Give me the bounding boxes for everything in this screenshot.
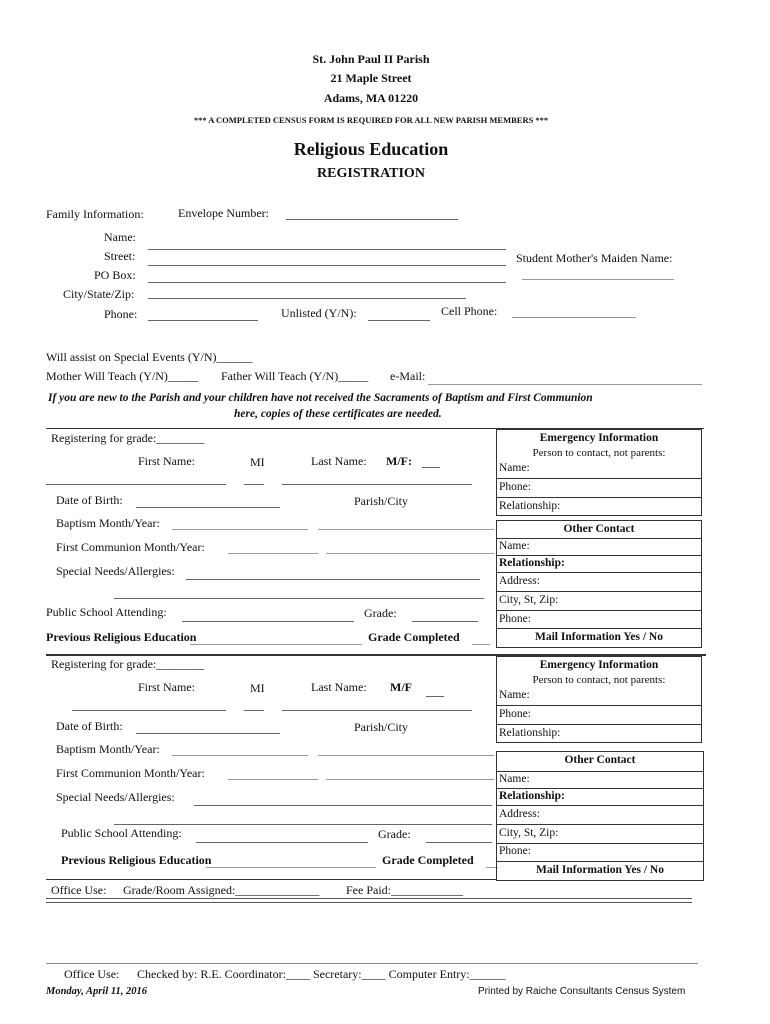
family-name-field[interactable] <box>148 249 506 250</box>
student1-dob-field[interactable] <box>136 507 280 508</box>
student2-first-name-field[interactable] <box>72 710 226 711</box>
student1-mi-label: MI <box>250 455 265 469</box>
student1-communion-parish-field[interactable] <box>326 553 494 554</box>
student1-special-needs-field-2[interactable] <box>114 598 484 599</box>
student1-grade-field[interactable] <box>412 621 478 622</box>
student2-first-name-label: First Name: <box>138 680 195 694</box>
student2-emergency-title: Emergency Information <box>539 659 659 671</box>
student2-emergency-box <box>496 656 702 743</box>
student1-mail-info[interactable]: Mail Information Yes / No <box>535 631 663 643</box>
student1-emergency-sub: Person to contact, not parents: <box>532 447 666 459</box>
student1-grade-completed-label: Grade Completed <box>368 630 460 644</box>
student1-baptism-parish-field[interactable] <box>318 529 494 530</box>
student1-first-name-field[interactable] <box>46 484 226 485</box>
family-name-label: Name: <box>104 230 136 244</box>
student2-oc-city[interactable]: City, St, Zip: <box>497 825 703 844</box>
street-label: Street: <box>104 249 136 263</box>
student2-baptism-label: Baptism Month/Year: <box>56 742 160 756</box>
student1-grade-completed-field[interactable] <box>472 644 490 645</box>
special-events-label: Will assist on Special Events (Y/N)______ <box>46 350 253 364</box>
student2-emergency-relationship[interactable]: Relationship: <box>499 727 561 739</box>
student1-emergency-relationship[interactable]: Relationship: <box>499 500 561 512</box>
student2-dob-field[interactable] <box>136 733 280 734</box>
form-subtitle: REGISTRATION <box>317 166 425 181</box>
student2-grade-field[interactable] <box>426 842 492 843</box>
student1-emergency-title: Emergency Information <box>539 432 659 444</box>
student2-emergency-sub: Person to contact, not parents: <box>532 674 666 686</box>
office-use-label: Office Use: <box>51 883 107 897</box>
student2-communion-date-field[interactable] <box>228 779 318 780</box>
student1-prev-re-field[interactable] <box>190 644 362 645</box>
student2-prev-re-field[interactable] <box>206 867 376 868</box>
student1-parish-city-label: Parish/City <box>354 494 409 508</box>
student2-grade-label: Registering for grade:________ <box>51 657 205 671</box>
student1-oc-phone[interactable]: Phone: <box>497 611 701 629</box>
student2-special-needs-field-2[interactable] <box>114 824 492 825</box>
sacrament-notice-line2: here, copies of these certificates are needed. <box>234 408 442 420</box>
student2-last-name-label: Last Name: <box>311 680 367 694</box>
parish-city: Adams, MA 01220 <box>323 91 419 105</box>
phone-label: Phone: <box>104 307 138 321</box>
student1-oc-address[interactable]: Address: <box>497 573 701 592</box>
city-state-zip-field[interactable] <box>148 298 466 299</box>
student1-mf-field[interactable] <box>422 467 440 468</box>
student2-oc-address[interactable]: Address: <box>497 806 703 825</box>
student2-mail-info[interactable]: Mail Information Yes / No <box>536 864 664 876</box>
census-notice: *** A COMPLETED CENSUS FORM IS REQUIRED FOR ALL NEW PARISH MEMBERS *** <box>193 115 549 125</box>
envelope-number-field[interactable] <box>286 219 458 220</box>
father-teach-label: Father Will Teach (Y/N)_____ <box>221 369 369 383</box>
student2-other-contact-box <box>496 751 704 881</box>
student1-special-needs-label: Special Needs/Allergies: <box>56 564 175 578</box>
student2-grade-label-2: Grade: <box>378 827 411 841</box>
unlisted-field[interactable] <box>368 320 430 321</box>
student2-oc-name[interactable]: Name: <box>497 772 703 789</box>
cell-phone-label: Cell Phone: <box>441 304 498 318</box>
student2-baptism-parish-field[interactable] <box>318 755 494 756</box>
parish-name: St. John Paul II Parish <box>312 52 430 66</box>
fee-paid[interactable]: Fee Paid:____________ <box>346 883 463 897</box>
student2-other-contact-title: Other Contact <box>497 752 703 772</box>
student2-prev-re-label: Previous Religious Education <box>61 853 212 867</box>
student2-public-school-field[interactable] <box>196 842 368 843</box>
student2-special-needs-label: Special Needs/Allergies: <box>56 790 175 804</box>
student2-emergency-phone[interactable]: Phone: <box>497 706 701 725</box>
student1-prev-re-label: Previous Religious Education <box>46 630 197 644</box>
student1-last-name-field[interactable] <box>282 484 472 485</box>
student2-communion-label: First Communion Month/Year: <box>56 766 205 780</box>
footer-top-rule <box>46 963 698 964</box>
checked-by-line[interactable]: Checked by: R.E. Coordinator:____ Secretary:____ Computer Entry:______ <box>137 967 506 981</box>
student1-other-contact-title: Other Contact <box>497 521 701 539</box>
student2-mi-field[interactable] <box>244 710 264 711</box>
student1-emergency-phone[interactable]: Phone: <box>497 479 701 498</box>
form-title: Religious Education <box>293 139 449 159</box>
envelope-label: Envelope Number: <box>178 206 269 220</box>
student2-dob-label: Date of Birth: <box>56 719 123 733</box>
unlisted-label: Unlisted (Y/N): <box>281 306 357 320</box>
student2-oc-relationship[interactable]: Relationship: <box>497 789 703 806</box>
student1-grade-label: Registering for grade:________ <box>51 431 205 445</box>
maiden-name-label: Student Mother's Maiden Name: <box>516 251 673 265</box>
student2-mf-field[interactable] <box>426 696 444 697</box>
student1-communion-date-field[interactable] <box>228 553 318 554</box>
student2-oc-phone[interactable]: Phone: <box>497 844 703 862</box>
student1-dob-label: Date of Birth: <box>56 493 123 507</box>
email-label: e-Mail: <box>390 369 426 383</box>
student2-public-school-label: Public School Attending: <box>61 826 182 840</box>
student1-special-needs-field[interactable] <box>186 579 480 580</box>
grade-room-assigned[interactable]: Grade/Room Assigned:______________ <box>123 883 320 897</box>
po-box-field[interactable] <box>148 282 506 283</box>
student1-oc-relationship[interactable]: Relationship: <box>497 556 701 573</box>
family-info-label: Family Information: <box>46 207 144 221</box>
office-use-label-2: Office Use: <box>64 967 120 981</box>
student1-baptism-label: Baptism Month/Year: <box>56 516 160 530</box>
cell-phone-field[interactable] <box>512 317 636 318</box>
student1-last-name-label: Last Name: <box>311 454 367 468</box>
student1-oc-city[interactable]: City, St, Zip: <box>497 592 701 611</box>
office-top-rule <box>46 879 496 880</box>
student2-special-needs-field[interactable] <box>194 805 492 806</box>
student2-communion-parish-field[interactable] <box>326 779 494 780</box>
student1-grade-label-2: Grade: <box>364 606 397 620</box>
sacrament-notice-line1: If you are new to the Parish and your children have not received the Sacraments of Baptism and First Communion <box>48 392 593 404</box>
student1-other-contact-box <box>496 520 702 648</box>
student2-emergency-name[interactable]: Name: <box>497 687 701 706</box>
student2-grade-completed-label: Grade Completed <box>382 853 474 867</box>
maiden-name-field[interactable] <box>522 279 674 280</box>
mother-teach-label: Mother Will Teach (Y/N)_____ <box>46 369 198 383</box>
print-date: Monday, April 11, 2016 <box>46 986 148 997</box>
student1-communion-label: First Communion Month/Year: <box>56 540 205 554</box>
student1-oc-name[interactable]: Name: <box>497 539 701 556</box>
student1-public-school-field[interactable] <box>182 621 354 622</box>
email-field[interactable] <box>428 384 702 385</box>
student1-public-school-label: Public School Attending: <box>46 605 167 619</box>
street-field[interactable] <box>148 265 506 266</box>
student2-baptism-date-field[interactable] <box>172 755 308 756</box>
po-box-label: PO Box: <box>94 268 136 282</box>
student2-mf-label: M/F <box>390 680 412 694</box>
city-state-zip-label: City/State/Zip: <box>63 287 135 301</box>
student1-first-name-label: First Name: <box>138 454 195 468</box>
printed-by: Printed by Raiche Consultants Census System <box>478 986 686 997</box>
office-double-rule <box>46 898 692 903</box>
student2-mi-label: MI <box>250 681 265 695</box>
student1-mf-label: M/F: <box>386 454 412 468</box>
student1-emergency-box <box>496 429 702 516</box>
student1-emergency-name[interactable]: Name: <box>497 460 701 479</box>
student1-mi-field[interactable] <box>244 484 264 485</box>
phone-field[interactable] <box>148 320 258 321</box>
student1-baptism-date-field[interactable] <box>172 529 308 530</box>
parish-street: 21 Maple Street <box>330 71 412 85</box>
student2-last-name-field[interactable] <box>282 710 472 711</box>
student2-parish-city-label: Parish/City <box>354 720 409 734</box>
